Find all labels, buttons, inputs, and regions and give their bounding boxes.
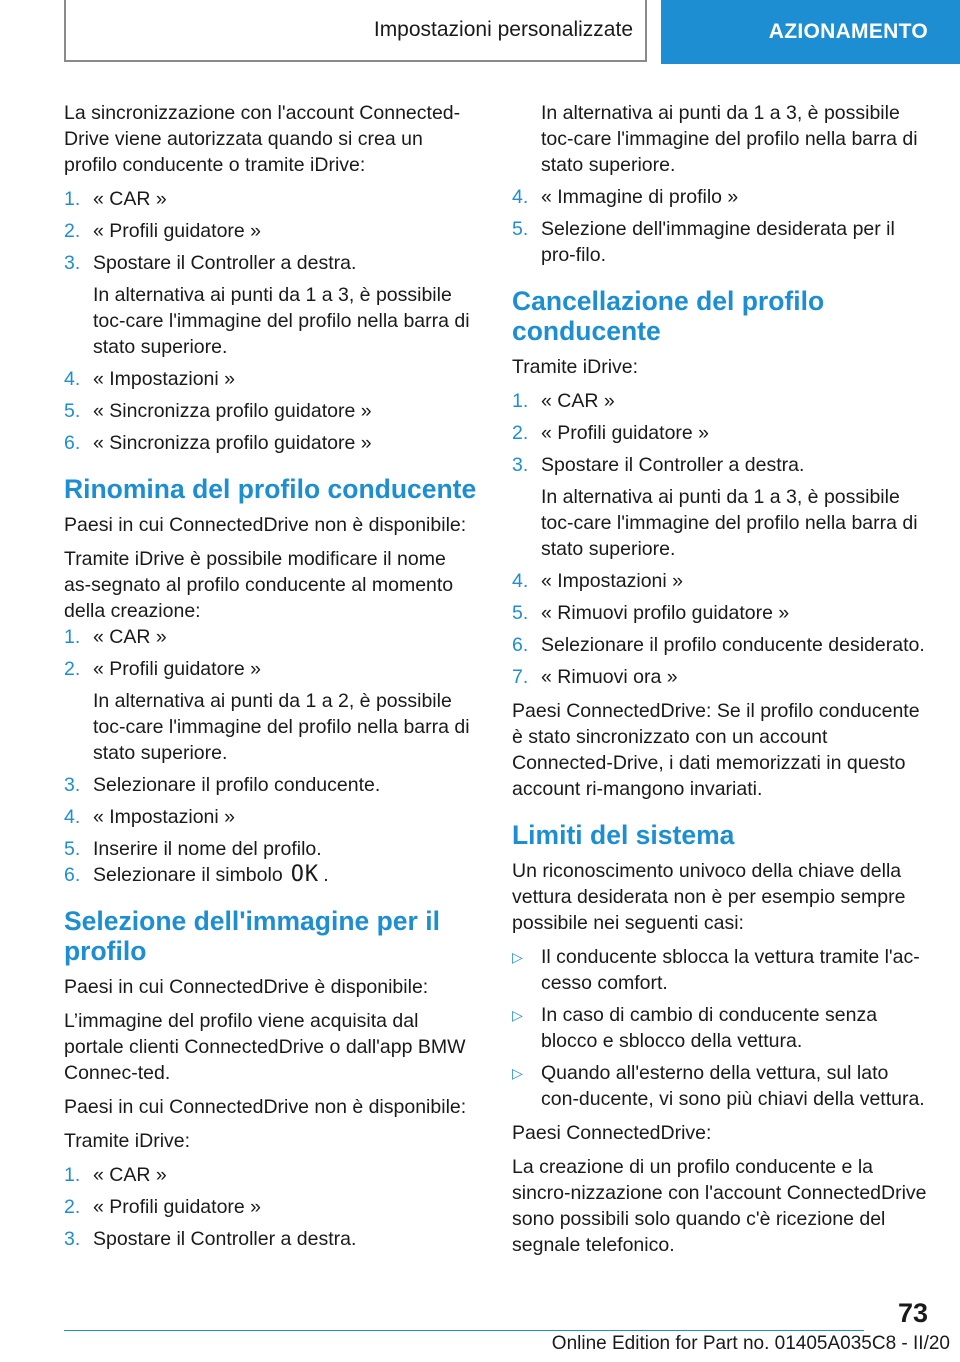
step-number: 7. [512,666,529,688]
step-number: 2. [64,658,81,680]
step-number: 5. [64,838,81,860]
rename-paragraph: Paesi in cui ConnectedDrive non è disponibile: [64,514,467,536]
list-item [64,186,478,212]
step-number: 2. [64,1196,81,1218]
step-number: 4. [64,806,81,828]
step-text: Inserire il nome del profilo. [93,838,322,860]
step-text: « Impostazioni » [541,570,683,592]
ok-icon: OK [290,862,320,887]
left-column [64,100,478,1260]
list-item [512,184,928,210]
list-item [64,250,478,360]
rename-step-6 [64,862,478,888]
list-item [64,398,478,424]
delete-paragraph: Tramite iDrive: [512,356,639,378]
step-text: « Sincronizza profilo guidatore » [93,400,372,422]
rename-steps-list [64,624,478,862]
step-text: « Profili guidatore » [93,658,262,680]
step-number: 5. [512,602,529,624]
step-text: « Rimuovi profilo guidatore » [541,602,790,624]
limits-paragraph: La creazione di un profilo conducente e la sincro-nizzazione con l'account ConnectedDrive sono possibili solo quando c'è ricezione del segnale telefonico. [512,1156,927,1256]
rename-paragraph: Tramite iDrive è possibile modificare il nome as-segnato al profilo conducente al momento della creazione: [64,548,454,622]
step-text: Selezionare il simbolo [93,864,283,886]
step-number: 4. [512,186,529,208]
step-number: 1. [64,188,81,210]
step-note: In alternativa ai punti da 1 a 3, è possibile toc-care l'immagine del profilo nella barra di stato superiore. [541,486,918,560]
heading-delete-profile: Cancellazione del profilo conducente [512,286,825,346]
list-item [64,836,478,862]
image-steps [64,1162,478,1252]
list-item [512,568,928,594]
step-text: Selezionare il profilo conducente. [93,774,381,796]
list-item [64,862,478,888]
step-text: « Profili guidatore » [93,220,262,242]
step-text: Spostare il Controller a destra. [93,252,357,274]
list-item [64,804,478,830]
triangle-bullet-icon: ▷ [512,1007,523,1023]
step-text: « CAR » [93,626,167,648]
page-number: 73 [897,1298,928,1328]
footer-edition [552,1333,950,1355]
list-item [64,218,478,244]
step-text: « CAR » [541,390,615,412]
chapter-tab[interactable]: AZIONAMENTO [661,0,960,64]
list-item [64,772,478,798]
step-note: In alternativa ai punti da 1 a 2, è possibile toc-care l'immagine del profilo nella barra di stato superiore. [93,690,470,764]
step-text: « Impostazioni » [93,806,235,828]
limits-paragraph: Paesi ConnectedDrive: [512,1122,712,1144]
list-item [512,216,928,268]
step-text: « Profili guidatore » [541,422,710,444]
limits-bullets [512,944,928,1112]
list-item [512,600,928,626]
list-item [512,388,928,414]
bullet-text: Il conducente sblocca la vettura tramite l'ac-cesso comfort. [541,946,920,994]
continued-note: In alternativa ai punti da 1 a 3, è possibile toc-care l'immagine del profilo nella barra di stato superiore. [541,102,918,176]
heading-profile-image: Selezione dell'immagine per il profilo [64,906,440,966]
list-item [64,1226,478,1252]
list-item [512,632,928,658]
step-text: « Profili guidatore » [93,1196,262,1218]
bullet-item [512,1002,928,1054]
step-number: 6. [64,864,81,886]
step-number: 6. [64,432,81,454]
bullet-item [512,944,928,996]
step-number: 3. [64,774,81,796]
step-number: 3. [512,454,529,476]
intro-paragraph: La sincronizzazione con l'account Connected-Drive viene autorizzata quando si crea un profilo conducente o tramite iDrive: [64,102,461,176]
list-item [64,1194,478,1220]
step-text: Spostare il Controller a destra. [93,1228,357,1250]
list-item [512,420,928,446]
image-paragraph: L’immagine del profilo viene acquisita dal portale clienti ConnectedDrive o dall'app BMW Connec-ted. [64,1010,466,1084]
step-text: Selezione dell'immagine desiderata per il pro-filo. [541,218,895,266]
step-end: . [323,864,329,886]
delete-steps [512,388,928,690]
step-text: « Impostazioni » [93,368,235,390]
page-header [0,0,960,66]
step-number: 3. [64,252,81,274]
delete-paragraph: Paesi ConnectedDrive: Se il profilo conducente è stato sincronizzato con un account Connected-Drive, i dati memorizzati in questo account ri-mangono invariati. [512,700,920,800]
bullet-item [512,1060,928,1112]
footer-divider [64,1330,864,1331]
step-text: Selezionare il profilo conducente desiderato. [541,634,925,656]
image-paragraph: Tramite iDrive: [64,1130,191,1152]
list-item [64,656,478,766]
step-number: 6. [512,634,529,656]
step-text: Spostare il Controller a destra. [541,454,805,476]
list-item [512,452,928,562]
right-column [512,100,928,1266]
heading-system-limits: Limiti del sistema [512,820,735,850]
step-note: In alternativa ai punti da 1 a 3, è possibile toc-care l'immagine del profilo nella barra di stato superiore. [93,284,470,358]
triangle-bullet-icon: ▷ [512,1065,523,1081]
image-paragraph: Paesi in cui ConnectedDrive non è disponibile: [64,1096,467,1118]
list-item [512,664,928,690]
step-number: 2. [64,220,81,242]
triangle-bullet-icon: ▷ [512,949,523,965]
heading-rename-profile: Rinomina del profilo conducente [64,474,477,504]
step-number: 5. [512,218,529,240]
step-number: 1. [64,1164,81,1186]
limits-paragraph: Un riconoscimento univoco della chiave della vettura desiderata non è per esempio sempre possibile nei seguenti casi: [512,860,906,934]
bullet-text: Quando all'esterno della vettura, sul lato con-ducente, vi sono più chiavi della vettura. [541,1062,925,1110]
list-item [64,430,478,456]
step-number: 5. [64,400,81,422]
image-paragraph: Paesi in cui ConnectedDrive è disponibile: [64,976,429,998]
section-title: Impostazioni personalizzate [64,0,647,62]
list-item [64,624,478,650]
step-text: « Rimuovi ora » [541,666,678,688]
bullet-text: In caso di cambio di conducente senza blocco e sblocco della vettura. [541,1004,878,1052]
step-text: « Immagine di profilo » [541,186,739,208]
edition-text: Online Edition for Part no. 01405A035C8 - II/20 [551,1333,950,1354]
list-item [64,366,478,392]
step-number: 2. [512,422,529,444]
step-number: 3. [64,1228,81,1250]
step-number: 4. [64,368,81,390]
step-text: « CAR » [93,188,167,210]
step-text: « Sincronizza profilo guidatore » [93,432,372,454]
step-number: 4. [512,570,529,592]
step-number: 1. [64,626,81,648]
sync-steps [64,186,478,456]
list-item [64,1162,478,1188]
image-steps-continued [512,184,928,268]
step-number: 1. [512,390,529,412]
step-text: « CAR » [93,1164,167,1186]
